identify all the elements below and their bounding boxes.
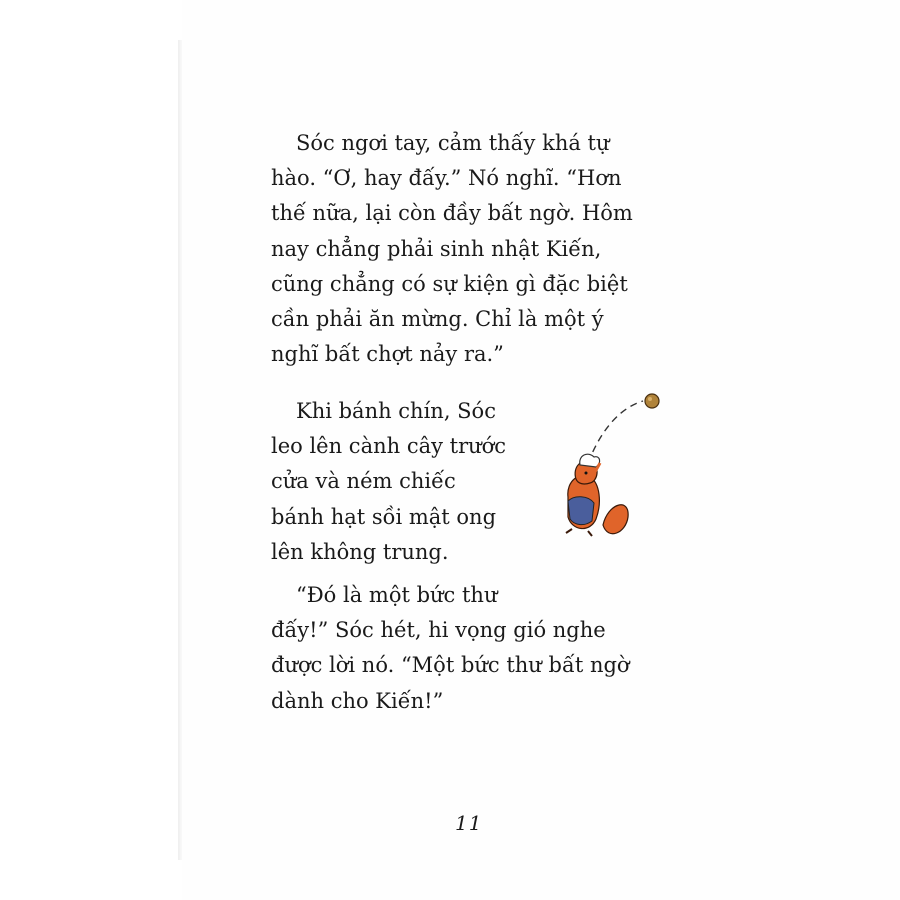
text-line: bánh hạt sồi mật ong <box>271 504 497 529</box>
text-line: lên không trung. <box>271 539 449 564</box>
chef-hat-icon <box>580 454 600 467</box>
text-line: cần phải ăn mừng. Chỉ là một ý <box>271 307 604 332</box>
text-line: hào. “Ơ, hay đấy.” Nó nghĩ. “Hơn <box>271 166 622 191</box>
text-line: Khi bánh chín, Sóc <box>296 399 496 423</box>
text-line: dành cho Kiến!” <box>271 688 444 713</box>
text-line: “Đó là một bức thư <box>296 583 498 607</box>
page-number: 11 <box>455 811 483 835</box>
text-line: Sóc ngơi tay, cảm thấy khá tự <box>296 131 610 155</box>
text-line: thế nữa, lại còn đầy bất ngờ. Hôm <box>271 201 633 226</box>
paragraph-2 <box>271 394 506 570</box>
squirrel-feet <box>566 529 592 536</box>
squirrel-apron <box>568 497 594 525</box>
paragraph-1 <box>271 126 633 372</box>
text-line: leo lên cành cây trước <box>271 434 507 459</box>
squirrel-tail <box>603 505 628 534</box>
text-line: được lời nó. “Một bức thư bất ngờ <box>271 653 630 678</box>
cake-icon <box>645 394 659 408</box>
squirrel-illustration <box>548 385 678 550</box>
text-line: cửa và ném chiếc <box>271 469 456 494</box>
motion-line-icon <box>588 401 643 463</box>
text-line: đấy!” Sóc hét, hi vọng gió nghe <box>271 618 606 643</box>
text-line: nay chẳng phải sinh nhật Kiến, <box>271 236 602 261</box>
text-line: cũng chẳng có sự kiện gì đặc biệt <box>271 271 628 296</box>
text-line: nghĩ bất chợt nảy ra.” <box>271 342 504 367</box>
paragraph-3 <box>271 578 630 719</box>
